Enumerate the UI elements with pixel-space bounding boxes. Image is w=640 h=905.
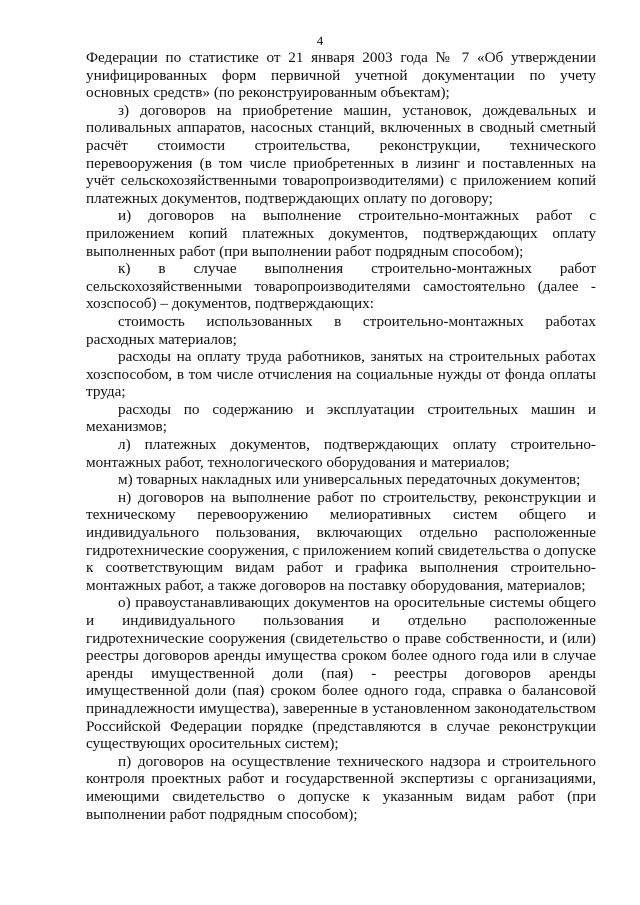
paragraph-continuation: Федерации по статистике от 21 января 2003 года № 7 «Об утверждении унифицированных форм первичной учетной документации по учету основных средств» (по реконструированным объектам); xyxy=(86,49,596,102)
paragraph-subitem-machinery: расходы по содержанию и эксплуатации строительных машин и механизмов; xyxy=(86,400,596,436)
paragraph-item-l: л) платежных документов, подтверждающих оплату строительно-монтажных работ, технологического оборудования и материалов; xyxy=(86,436,596,471)
paragraph-item-m: м) товарных накладных или универсальных передаточных документов; xyxy=(118,471,581,489)
document-body xyxy=(86,49,596,823)
paragraph-subitem-materials: стоимость использованных в строительно-монтажных работах расходных материалов; xyxy=(86,312,596,348)
paragraph-item-k: к) в случае выполнения строительно-монтажных работ сельскохозяйственными товаропроизводителями самостоятельно (далее - хозспособ) – документов, подтверждающих: xyxy=(86,260,596,313)
paragraph-subitem-labor: расходы на оплату труда работников, занятых на строительных работах хозспособом, в том числе отчисления на социальные нужды от фонда оплаты труда; xyxy=(86,348,596,401)
page-number: 4 xyxy=(316,33,324,48)
paragraph-item-n: н) договоров на выполнение работ по строительству, реконструкции и техническому перевооружению мелиоративных систем общего и индивидуального пользования, включающих отдельно расположенные гидротехнические сооружения, с приложением копий свидетельства о допуске к соответствующим видам работ и графика выполнения строительно-монтажных работ, а также договоров на поставку оборудования, материалов; xyxy=(86,488,596,594)
paragraph-item-i: и) договоров на выполнение строительно-монтажных работ с приложением копий платежных документов, подтверждающих оплату выполненных работ (при выполнении работ подрядным способом); xyxy=(86,207,596,260)
paragraph-item-o: о) правоустанавливающих документов на оросительные системы общего и индивидуального пользования и отдельно расположенные гидротехнические сооружения (свидетельство о праве собственности, и (или) реестры договоров аренды имущества сроком более одного года или в случае аренды имущественной доли (пая) - реестры договоров аренды имущественной доли (пая) сроком более одного года, справка о балансовой принадлежности имущества), заверенные в установленном законодательством Российской Федерации порядке (представляются в случае реконструкции существующих оросительных систем); xyxy=(86,594,596,753)
paragraph-item-z: з) договоров на приобретение машин, установок, дождевальных и поливальных аппаратов, насосных станций, включенных в сводный сметный расчёт стоимости строительства, реконструкции, технического перевооружения (в том числе приобретенных в лизинг и поставленных на учёт сельскохозяйственными товаропроизводителями) с приложением копий платежных документов, подтверждающих оплату по договору; xyxy=(86,101,596,207)
paragraph-item-p: п) договоров на осуществление технического надзора и строительного контроля проектных работ и государственной экспертизы с организациями, имеющими свидетельство о допуске к указанным видам работ (при выполнении работ подрядным способом); xyxy=(86,752,596,823)
